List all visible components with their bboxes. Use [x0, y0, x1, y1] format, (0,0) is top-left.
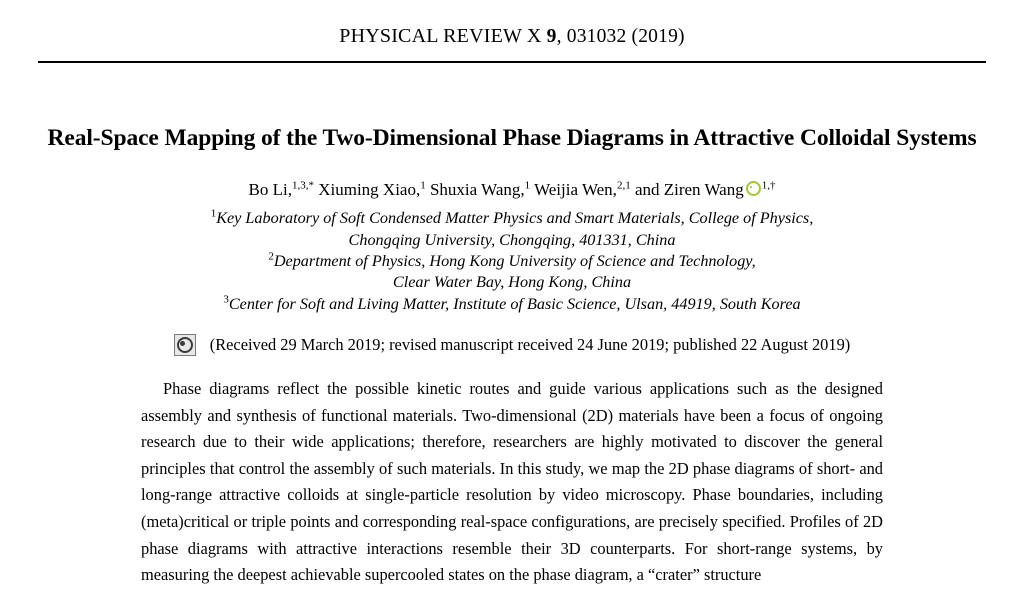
affiliation-line: [38, 294, 986, 315]
author-name-4: Weijia Wen,: [530, 180, 617, 199]
received-row: [38, 334, 986, 356]
abstract-text: Phase diagrams reflect the possible kinetic routes and guide various applications such as the designed assembly and synthesis of functional materials. Two-dimensional (2D) materials have been a focus of ongoing research due to their wide applications; therefore, researchers are highly motivated to discover the general principles that control the assembly of such materials. In this study, we map the 2D phase diagrams of short- and long-range attractive colloids at single-particle resolution by video microscopy. Phase boundaries, including (meta)critical or triple points and corresponding real-space configurations, are precisely specified. Profiles of 2D phase diagrams with attractive interactions resemble their 3D counterparts. For short-range systems, by measuring the deepest achievable supercooled states on the phase diagram, a “crater” structure: [141, 379, 883, 585]
affiliation-text: Clear Water Bay, Hong Kong, China: [392, 273, 632, 292]
author-affil-marker-3: 1: [524, 179, 531, 192]
affiliation-line: [38, 230, 986, 251]
affiliation-list: [38, 208, 986, 315]
affiliation-line: [38, 208, 986, 229]
journal-header: [38, 0, 986, 48]
journal-volume: 9: [546, 26, 557, 47]
author-affil-marker-5: 1,†: [761, 179, 776, 192]
received-dates: (Received 29 March 2019; revised manuscript received 24 June 2019; published 22 August 2019): [209, 335, 851, 355]
author-name-3: Shuxia Wang,: [425, 180, 525, 199]
affiliation-line: [38, 272, 986, 293]
affiliation-text: Chongqing University, Chongqing, 401331, China: [348, 230, 676, 249]
author-affil-marker-4: 2,1: [616, 179, 631, 192]
author-affil-marker-1: 1,3,*: [291, 179, 314, 192]
affiliation-marker: 2: [268, 250, 274, 263]
author-name-5: and Ziren Wang: [630, 180, 744, 199]
header-divider: [38, 61, 986, 63]
page-title: Real-Space Mapping of the Two-Dimensional Phase Diagrams in Attractive Colloidal Systems: [47, 125, 977, 151]
affiliation-marker: 3: [223, 293, 229, 306]
author-name-1: Bo Li,: [248, 180, 292, 199]
orcid-icon[interactable]: [746, 181, 761, 196]
crossmark-icon[interactable]: [174, 334, 196, 356]
affiliation-line: [38, 251, 986, 272]
affiliation-text: Department of Physics, Hong Kong University of Science and Technology,: [273, 252, 756, 270]
author-affil-marker-2: 1: [420, 179, 426, 192]
author-name-2: Xiuming Xiao,: [313, 180, 421, 199]
journal-year: (2019): [626, 26, 685, 47]
author-list: [38, 179, 986, 200]
affiliation-marker: 1: [210, 207, 217, 220]
journal-name: PHYSICAL REVIEW X: [339, 25, 542, 47]
journal-article-number: , 031032: [556, 26, 627, 47]
affiliation-text: Center for Soft and Living Matter, Institute of Basic Science, Ulsan, 44919, South Korea: [228, 294, 801, 313]
affiliation-text: Key Laboratory of Soft Condensed Matter Physics and Smart Materials, College of Physics,: [216, 209, 814, 228]
